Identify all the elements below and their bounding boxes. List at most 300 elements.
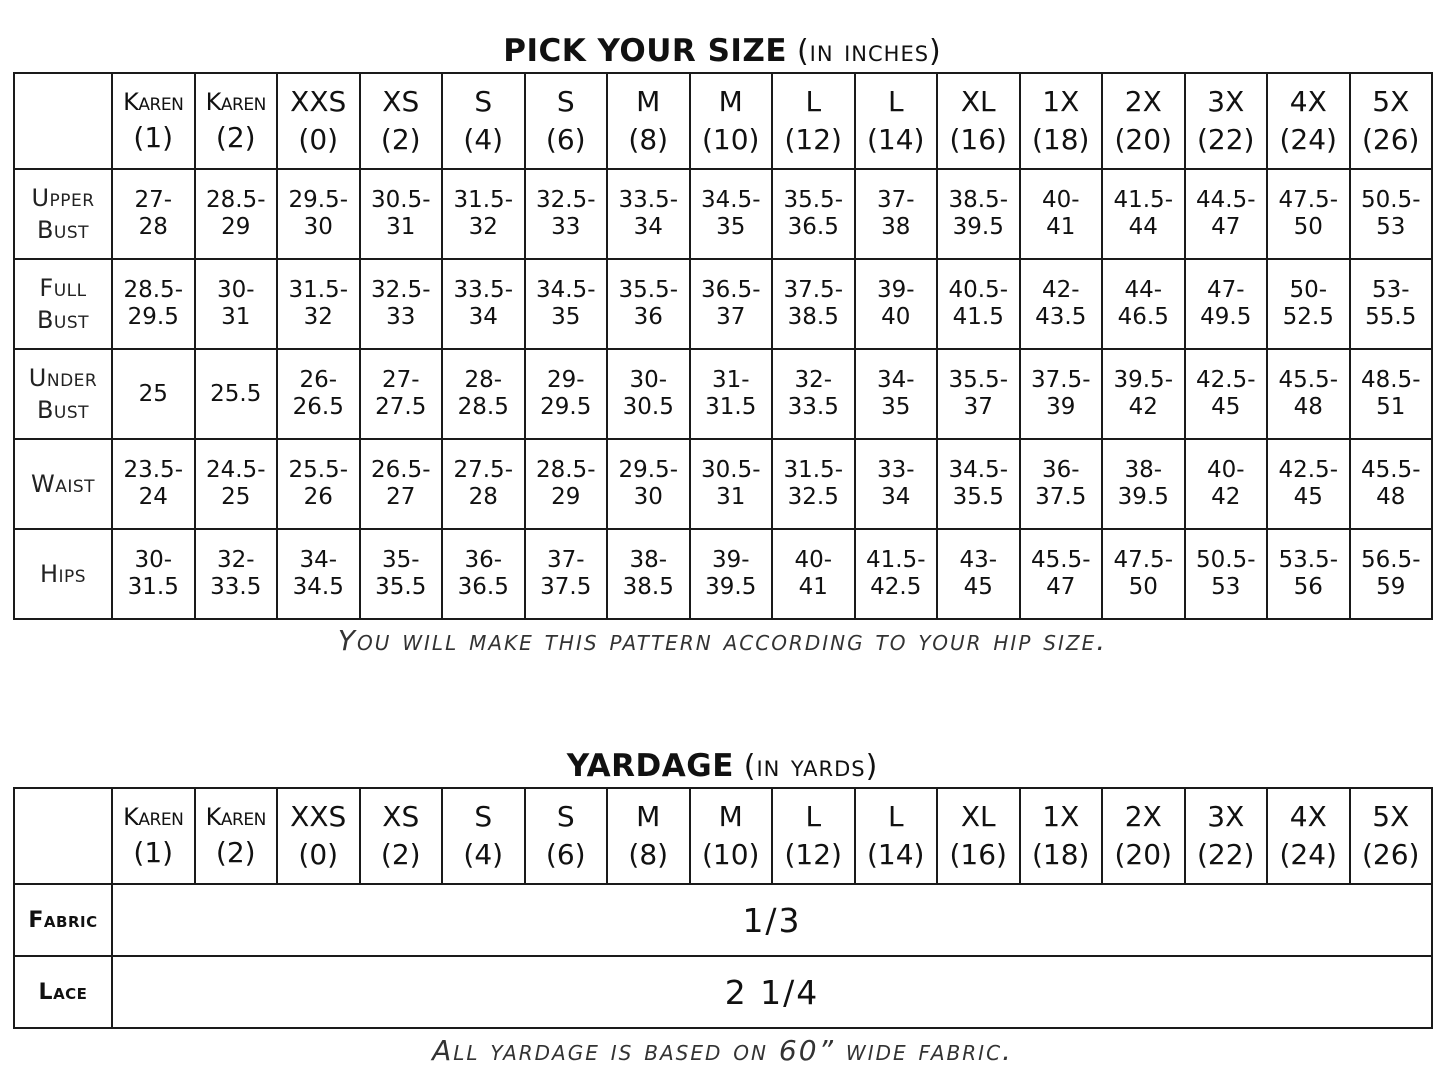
size-number: (14): [867, 123, 925, 156]
measurement-value-line: 37: [716, 304, 746, 330]
size-number: (2): [215, 836, 256, 869]
measurement-value-cell: [1350, 169, 1433, 259]
measurement-value-cell: [607, 349, 690, 439]
measurement-value-line: 30-: [216, 277, 255, 303]
size-number: (1): [133, 836, 174, 869]
size-number: (4): [463, 838, 504, 871]
measurement-value-cell: [442, 439, 525, 529]
yardage-value: 2 1/4: [112, 956, 1432, 1028]
measurement-value-line: 30.5: [622, 394, 674, 420]
size-label: L: [887, 85, 904, 118]
measurement-value-line: 35.5-: [783, 187, 843, 213]
measurement-value-line: 31-: [711, 367, 750, 393]
size-number: (0): [298, 838, 339, 871]
measurement-value-line: 42.5-: [1195, 367, 1256, 393]
measurement-value-line: 27.5: [375, 394, 427, 420]
measurement-value-line: 33.5-: [453, 277, 513, 303]
measurement-value-line: 26: [303, 484, 333, 510]
measurement-value-line: 37.5-: [1030, 367, 1091, 393]
measurement-value-line: 32.5-: [535, 187, 596, 213]
measurement-value-line: 34-: [876, 367, 915, 393]
measurement-value-line: 26-: [299, 367, 338, 393]
measurement-value-line: 24: [138, 484, 168, 510]
measurement-value-line: 45: [1293, 484, 1323, 510]
size-chart-size-header: [442, 73, 525, 169]
measurement-label-line: Full: [39, 274, 87, 302]
measurement-value-line: 26.5-: [370, 457, 431, 483]
measurement-value-line: 47.5-: [1113, 547, 1173, 573]
measurement-value-cell: [690, 529, 773, 619]
measurement-label: [14, 169, 112, 259]
measurement-value-cell: [1350, 259, 1433, 349]
measurement-value-line: 33-: [876, 457, 915, 483]
size-label: S: [556, 800, 575, 833]
yardage-chart-size-header: [937, 788, 1020, 884]
measurement-value-cell: [1185, 439, 1268, 529]
yardage-row: [14, 956, 1432, 1028]
measurement-value-cell: [772, 349, 855, 439]
measurement-value-line: 53: [1211, 574, 1241, 600]
measurement-value-line: 29-: [546, 367, 585, 393]
yardage-chart-size-header: [112, 788, 195, 884]
measurement-value-line: 45: [1211, 394, 1241, 420]
size-chart-subtitle: (in inches): [796, 34, 942, 69]
size-number: (18): [1032, 123, 1090, 156]
yardage-chart-size-header: [1267, 788, 1350, 884]
measurement-value-cell: [937, 169, 1020, 259]
size-chart-title-text: PICK YOUR SIZE: [503, 33, 788, 69]
measurement-value-cell: [690, 259, 773, 349]
measurement-value-line: 47.5-: [1278, 187, 1338, 213]
size-label: S: [474, 800, 493, 833]
measurement-value-cell: [1350, 349, 1433, 439]
measurement-value-line: 25: [221, 484, 251, 510]
measurement-value-line: 47: [1046, 574, 1076, 600]
size-chart-size-header: [607, 73, 690, 169]
measurement-value-line: 29: [551, 484, 581, 510]
size-number: (2): [380, 838, 421, 871]
size-number: (2): [215, 121, 256, 154]
measurement-value-line: 34.5: [292, 574, 344, 600]
measurement-value-cell: [1020, 439, 1103, 529]
size-chart-size-header: [195, 73, 278, 169]
measurement-value-line: 27-: [134, 187, 173, 213]
measurement-value-line: 44: [1128, 214, 1158, 240]
measurement-value-cell: [690, 169, 773, 259]
size-label: XXS: [290, 800, 347, 833]
measurement-value-line: 33.5: [787, 394, 839, 420]
measurement-value-line: 39.5: [952, 214, 1004, 240]
measurement-value-line: 45.5-: [1030, 547, 1091, 573]
size-label: 3X: [1207, 800, 1245, 833]
measurement-value-line: 33.5-: [618, 187, 678, 213]
size-label: XXS: [290, 85, 347, 118]
measurement-value-line: 52.5: [1282, 304, 1334, 330]
size-label: L: [805, 800, 822, 833]
yardage-value: 1/3: [112, 884, 1432, 956]
measurement-value-line: 36-: [464, 547, 503, 573]
size-label: 1X: [1042, 800, 1080, 833]
measurement-value-line: 45.5-: [1278, 367, 1338, 393]
measurement-value-line: 51: [1376, 394, 1406, 420]
size-chart-size-header: [1267, 73, 1350, 169]
measurement-value-line: 27-: [381, 367, 420, 393]
size-number: (10): [702, 123, 760, 156]
measurement-value-line: 46.5: [1117, 304, 1169, 330]
size-chart-size-header: [855, 73, 938, 169]
measurement-value-line: 30.5-: [700, 457, 761, 483]
measurement-value-line: 36.5-: [700, 277, 761, 303]
size-chart-note: You will make this pattern according to your hip size.: [337, 624, 1108, 657]
measurement-value-cell: [1185, 169, 1268, 259]
yardage-row-label: Fabric: [14, 884, 112, 956]
measurement-value-cell: [937, 259, 1020, 349]
measurement-value-line: 32.5: [787, 484, 839, 510]
measurement-value-cell: [112, 439, 195, 529]
measurement-label-line: Under: [28, 364, 98, 392]
size-number: (20): [1114, 838, 1172, 871]
measurement-value-line: 53: [1376, 214, 1406, 240]
measurement-value-line: 44-: [1124, 277, 1163, 303]
measurement-value-line: 48: [1293, 394, 1323, 420]
measurement-label-line: Bust: [36, 306, 90, 334]
size-label: L: [887, 800, 904, 833]
measurement-value-line: 34: [881, 484, 911, 510]
measurement-value-line: 31: [716, 484, 746, 510]
size-label: Karen: [123, 803, 184, 831]
measurement-value-line: 45.5-: [1360, 457, 1421, 483]
measurement-value-line: 28: [468, 484, 498, 510]
size-number: (10): [702, 838, 760, 871]
measurement-value-cell: [112, 529, 195, 619]
measurement-value-line: 35: [551, 304, 581, 330]
size-number: (8): [628, 123, 669, 156]
measurement-value-cell: [1102, 169, 1185, 259]
size-chart-size-header: [525, 73, 608, 169]
measurement-value-cell: [1350, 439, 1433, 529]
measurement-value-line: 40-: [794, 547, 833, 573]
size-chart-table: [13, 72, 1433, 620]
measurement-value-cell: [442, 529, 525, 619]
measurement-value-line: 55.5: [1365, 304, 1417, 330]
measurement-value-cell: [772, 529, 855, 619]
yardage-chart-note: All yardage is based on 60” wide fabric.: [432, 1034, 1013, 1067]
measurement-label: [14, 439, 112, 529]
measurement-label: [14, 349, 112, 439]
yardage-chart-header-row: [14, 788, 1432, 884]
measurement-value-cell: [855, 259, 938, 349]
measurement-value-line: 41: [1046, 214, 1076, 240]
measurement-value-cell: [607, 529, 690, 619]
size-label: 4X: [1289, 85, 1327, 118]
measurement-value-line: 35.5: [375, 574, 427, 600]
measurement-value-line: 37.5: [1035, 484, 1087, 510]
measurement-value-line: 38.5-: [948, 187, 1008, 213]
measurement-value-line: 38.5: [622, 574, 674, 600]
measurement-value-cell: [937, 529, 1020, 619]
measurement-value-cell: [525, 259, 608, 349]
measurement-value-cell: [442, 349, 525, 439]
measurement-value-cell: [1102, 259, 1185, 349]
measurement-value-line: 37.5: [540, 574, 592, 600]
measurement-value-cell: [1020, 169, 1103, 259]
measurement-value-cell: [855, 529, 938, 619]
size-number: (26): [1362, 123, 1420, 156]
measurement-value-line: 53.5-: [1278, 547, 1338, 573]
measurement-label-line: Upper: [31, 184, 95, 212]
size-chart-title: [0, 34, 1445, 69]
measurement-value-line: 31: [386, 214, 416, 240]
measurement-value-line: 38-: [629, 547, 668, 573]
measurement-value-line: 32.5-: [370, 277, 431, 303]
measurement-value-line: 31.5-: [453, 187, 513, 213]
size-label: 2X: [1124, 800, 1162, 833]
measurement-value-cell: [855, 169, 938, 259]
size-chart-size-header: [277, 73, 360, 169]
size-label: 1X: [1042, 85, 1080, 118]
size-number: (2): [380, 123, 421, 156]
measurement-label-line: Bust: [36, 216, 90, 244]
size-label: S: [556, 85, 575, 118]
measurement-value-line: 34.5-: [535, 277, 596, 303]
measurement-value-line: 28.5-: [205, 187, 266, 213]
measurement-value-line: 38: [881, 214, 911, 240]
measurement-value-cell: [772, 259, 855, 349]
measurement-value-line: 33: [551, 214, 581, 240]
yardage-row-label: Lace: [14, 956, 112, 1028]
measurement-label-line: Hips: [39, 560, 87, 588]
measurement-value-line: 36.5: [787, 214, 839, 240]
measurement-value-cell: [607, 169, 690, 259]
yardage-chart-title-text: YARDAGE: [566, 748, 734, 784]
size-label: Karen: [205, 803, 266, 831]
measurement-value-line: 50-: [1289, 277, 1328, 303]
measurement-value-line: 39-: [876, 277, 915, 303]
measurement-value-cell: [937, 439, 1020, 529]
measurement-value-cell: [525, 349, 608, 439]
measurement-value-line: 31.5-: [288, 277, 348, 303]
size-number: (6): [545, 123, 586, 156]
size-number: (12): [784, 123, 842, 156]
measurement-value-line: 30.5-: [370, 187, 431, 213]
measurement-value-line: 30: [633, 484, 663, 510]
measurement-value-line: 25: [138, 380, 168, 407]
size-number: (12): [784, 838, 842, 871]
measurement-value-line: 23.5-: [123, 457, 183, 483]
measurement-value-line: 28.5: [457, 394, 509, 420]
size-number: (0): [298, 123, 339, 156]
measurement-value-line: 35: [716, 214, 746, 240]
yardage-chart-size-header: [1020, 788, 1103, 884]
measurement-value-line: 48: [1376, 484, 1406, 510]
measurement-value-cell: [195, 169, 278, 259]
size-number: (16): [949, 838, 1007, 871]
size-label: 5X: [1372, 85, 1410, 118]
measurement-value-cell: [195, 349, 278, 439]
measurement-row: [14, 349, 1432, 439]
measurement-value-line: 24.5-: [205, 457, 266, 483]
measurement-value-line: 42.5-: [1278, 457, 1338, 483]
measurement-label: [14, 529, 112, 619]
size-chart-size-header: [1350, 73, 1433, 169]
measurement-value-cell: [607, 439, 690, 529]
measurement-value-line: 36: [633, 304, 663, 330]
measurement-value-cell: [1267, 439, 1350, 529]
size-number: (16): [949, 123, 1007, 156]
measurement-value-line: 47: [1211, 214, 1241, 240]
size-chart-size-header: [772, 73, 855, 169]
measurement-value-line: 35-: [381, 547, 420, 573]
measurement-value-line: 37: [963, 394, 993, 420]
measurement-value-cell: [277, 349, 360, 439]
measurement-value-line: 37-: [546, 547, 585, 573]
measurement-value-line: 48.5-: [1360, 367, 1421, 393]
measurement-value-line: 50.5-: [1195, 547, 1256, 573]
yardage-chart-size-header: [360, 788, 443, 884]
measurement-value-line: 29: [221, 214, 251, 240]
measurement-value-cell: [195, 529, 278, 619]
measurement-value-line: 43.5: [1035, 304, 1087, 330]
yardage-chart-size-header: [690, 788, 773, 884]
size-label: M: [636, 800, 661, 833]
size-number: (26): [1362, 838, 1420, 871]
measurement-label-line: Waist: [30, 470, 96, 498]
measurement-value-line: 28.5-: [123, 277, 183, 303]
size-label: Karen: [123, 88, 184, 116]
yardage-chart-size-header: [1102, 788, 1185, 884]
size-label: 2X: [1124, 85, 1162, 118]
size-label: 4X: [1289, 800, 1327, 833]
size-label: M: [718, 800, 743, 833]
measurement-value-cell: [360, 439, 443, 529]
measurement-value-line: 35.5: [952, 484, 1004, 510]
measurement-value-line: 39.5: [705, 574, 757, 600]
measurement-value-line: 27.5-: [453, 457, 513, 483]
size-chart-size-header: [1020, 73, 1103, 169]
measurement-value-line: 42.5: [870, 574, 922, 600]
measurement-value-cell: [112, 259, 195, 349]
yardage-chart-corner-cell: [14, 788, 112, 884]
measurement-value-line: 32: [468, 214, 498, 240]
measurement-value-line: 42: [1128, 394, 1158, 420]
size-label: XL: [960, 800, 996, 833]
size-label: XS: [382, 85, 420, 118]
measurement-value-line: 39: [1046, 394, 1076, 420]
measurement-value-line: 31: [221, 304, 251, 330]
measurement-value-line: 32-: [216, 547, 255, 573]
measurement-value-line: 30-: [134, 547, 173, 573]
yardage-chart-size-header: [195, 788, 278, 884]
measurement-value-cell: [277, 439, 360, 529]
measurement-value-cell: [525, 529, 608, 619]
measurement-row: [14, 169, 1432, 259]
measurement-value-line: 42: [1211, 484, 1241, 510]
measurement-value-line: 25.5-: [288, 457, 348, 483]
measurement-value-line: 28: [138, 214, 168, 240]
yardage-chart-size-header: [855, 788, 938, 884]
measurement-value-line: 44.5-: [1195, 187, 1256, 213]
size-label: L: [805, 85, 822, 118]
measurement-value-cell: [1350, 529, 1433, 619]
measurement-value-line: 53-: [1371, 277, 1410, 303]
measurement-value-cell: [360, 259, 443, 349]
yardage-row: [14, 884, 1432, 956]
measurement-value-line: 41.5-: [865, 547, 926, 573]
size-chart-size-header: [1185, 73, 1268, 169]
measurement-value-cell: [525, 169, 608, 259]
measurement-value-cell: [195, 259, 278, 349]
measurement-value-cell: [1267, 169, 1350, 259]
measurement-value-line: 33: [386, 304, 416, 330]
measurement-value-cell: [195, 439, 278, 529]
measurement-value-line: 35.5-: [618, 277, 678, 303]
size-label: M: [718, 85, 743, 118]
measurement-value-cell: [360, 169, 443, 259]
measurement-value-line: 34: [633, 214, 663, 240]
measurement-value-cell: [855, 349, 938, 439]
measurement-value-line: 40-: [1041, 187, 1080, 213]
size-chart-size-header: [937, 73, 1020, 169]
size-number: (4): [463, 123, 504, 156]
measurement-value-line: 34: [468, 304, 498, 330]
measurement-value-cell: [772, 169, 855, 259]
measurement-value-line: 36-: [1041, 457, 1080, 483]
measurement-value-line: 28.5-: [535, 457, 596, 483]
measurement-value-line: 31.5-: [783, 457, 843, 483]
measurement-value-line: 25.5: [210, 380, 262, 407]
measurement-value-line: 35: [881, 394, 911, 420]
measurement-value-cell: [442, 259, 525, 349]
yardage-chart-size-header: [277, 788, 360, 884]
size-number: (22): [1197, 838, 1255, 871]
size-number: (1): [133, 121, 174, 154]
measurement-value-line: 56.5-: [1360, 547, 1421, 573]
measurement-value-cell: [525, 439, 608, 529]
measurement-value-line: 43-: [959, 547, 998, 573]
measurement-label-line: Bust: [36, 396, 90, 424]
measurement-value-line: 35.5-: [948, 367, 1008, 393]
measurement-value-line: 29.5-: [288, 187, 348, 213]
measurement-value-cell: [937, 349, 1020, 439]
measurement-row: [14, 259, 1432, 349]
size-number: (24): [1279, 123, 1337, 156]
yardage-chart-table: [13, 787, 1433, 1029]
measurement-value-cell: [772, 439, 855, 529]
measurement-value-line: 37-: [876, 187, 915, 213]
measurement-value-line: 41.5-: [1113, 187, 1173, 213]
measurement-value-line: 29.5: [127, 304, 179, 330]
measurement-value-line: 30-: [629, 367, 668, 393]
measurement-value-line: 42-: [1041, 277, 1080, 303]
measurement-value-line: 26.5: [292, 394, 344, 420]
size-label: Karen: [205, 88, 266, 116]
measurement-value-line: 40: [881, 304, 911, 330]
yardage-chart-size-header: [1185, 788, 1268, 884]
size-number: (18): [1032, 838, 1090, 871]
yardage-chart-size-header: [442, 788, 525, 884]
size-chart-size-header: [360, 73, 443, 169]
measurement-value-line: 39.5-: [1113, 367, 1173, 393]
measurement-value-line: 34.5-: [948, 457, 1008, 483]
yardage-chart-size-header: [607, 788, 690, 884]
yardage-chart-title: [0, 749, 1445, 784]
measurement-value-line: 32-: [794, 367, 833, 393]
yardage-chart-subtitle: (in yards): [743, 749, 879, 784]
measurement-value-cell: [690, 439, 773, 529]
yardage-chart-size-header: [772, 788, 855, 884]
measurement-value-line: 40-: [1206, 457, 1245, 483]
measurement-value-line: 34.5-: [700, 187, 761, 213]
